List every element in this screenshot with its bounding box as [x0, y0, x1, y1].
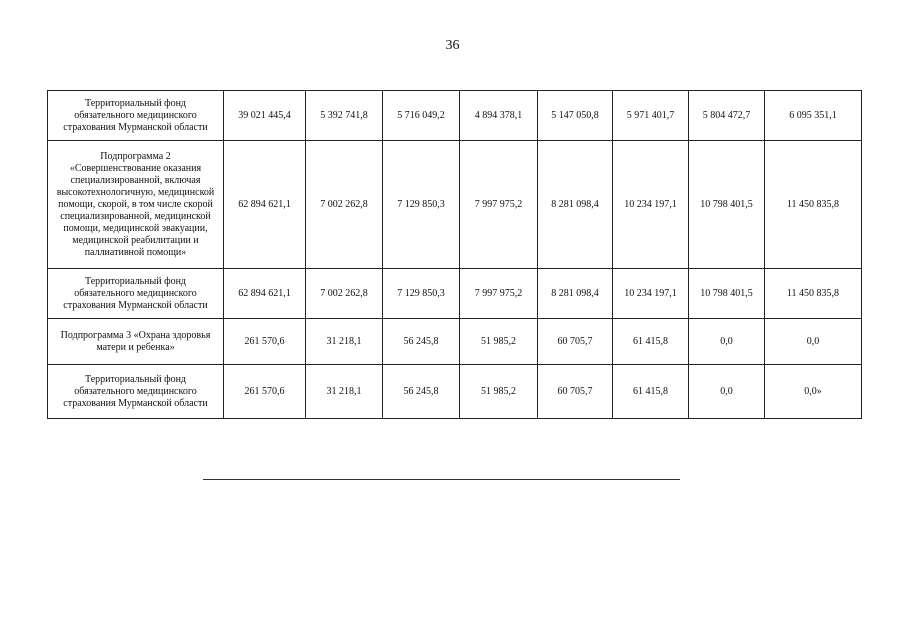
row-name: Подпрограмма 3 «Охрана здоровья матери и ребенка»	[48, 319, 224, 365]
value-cell: 61 415,8	[613, 365, 689, 419]
value-cell: 10 234 197,1	[613, 269, 689, 319]
value-cell: 5 392 741,8	[306, 91, 383, 141]
page-number: 36	[445, 38, 460, 53]
value-cell: 0,0	[689, 365, 765, 419]
value-cell: 7 129 850,3	[383, 269, 460, 319]
row-name: Территориальный фонд обязательного медицинского страхования Мурманской области	[48, 269, 224, 319]
value-cell: 261 570,6	[224, 365, 306, 419]
value-cell: 10 798 401,5	[689, 141, 765, 269]
value-cell: 0,0	[765, 319, 862, 365]
value-cell: 39 021 445,4	[224, 91, 306, 141]
value-cell: 31 218,1	[306, 365, 383, 419]
value-cell: 56 245,8	[383, 365, 460, 419]
row-name: Территориальный фонд обязательного медицинского страхования Мурманской области	[48, 365, 224, 419]
value-cell: 5 147 050,8	[538, 91, 613, 141]
value-cell: 7 002 262,8	[306, 269, 383, 319]
value-cell: 6 095 351,1	[765, 91, 862, 141]
value-cell: 62 894 621,1	[224, 141, 306, 269]
value-cell: 4 894 378,1	[460, 91, 538, 141]
value-cell: 7 129 850,3	[383, 141, 460, 269]
value-cell: 60 705,7	[538, 365, 613, 419]
value-cell: 7 002 262,8	[306, 141, 383, 269]
value-cell: 60 705,7	[538, 319, 613, 365]
table-row	[48, 319, 862, 365]
value-cell: 56 245,8	[383, 319, 460, 365]
value-cell: 11 450 835,8	[765, 269, 862, 319]
value-cell: 51 985,2	[460, 365, 538, 419]
row-name: Территориальный фонд обязательного медицинского страхования Мурманской области	[48, 91, 224, 141]
value-cell: 7 997 975,2	[460, 141, 538, 269]
table-row	[48, 365, 862, 419]
value-cell: 8 281 098,4	[538, 141, 613, 269]
value-cell: 8 281 098,4	[538, 269, 613, 319]
footer-divider	[203, 479, 680, 480]
value-cell: 11 450 835,8	[765, 141, 862, 269]
value-cell: 7 997 975,2	[460, 269, 538, 319]
value-cell: 5 716 049,2	[383, 91, 460, 141]
table-row	[48, 91, 862, 141]
row-name: Подпрограмма 2 «Совершенствование оказания специализированной, включая высокотехнологичную, медицинской помощи, скорой, в том числе скорой специализированной, медицинской помощи, медицинской эвакуации, медицинской реабилитации и паллиативной помощи»	[48, 141, 224, 269]
value-cell: 261 570,6	[224, 319, 306, 365]
value-cell: 10 798 401,5	[689, 269, 765, 319]
value-cell: 5 804 472,7	[689, 91, 765, 141]
table-row	[48, 141, 862, 269]
value-cell: 62 894 621,1	[224, 269, 306, 319]
value-cell: 0,0»	[765, 365, 862, 419]
budget-table	[47, 90, 862, 419]
value-cell: 5 971 401,7	[613, 91, 689, 141]
value-cell: 61 415,8	[613, 319, 689, 365]
value-cell: 10 234 197,1	[613, 141, 689, 269]
value-cell: 31 218,1	[306, 319, 383, 365]
table-row	[48, 269, 862, 319]
value-cell: 0,0	[689, 319, 765, 365]
value-cell: 51 985,2	[460, 319, 538, 365]
